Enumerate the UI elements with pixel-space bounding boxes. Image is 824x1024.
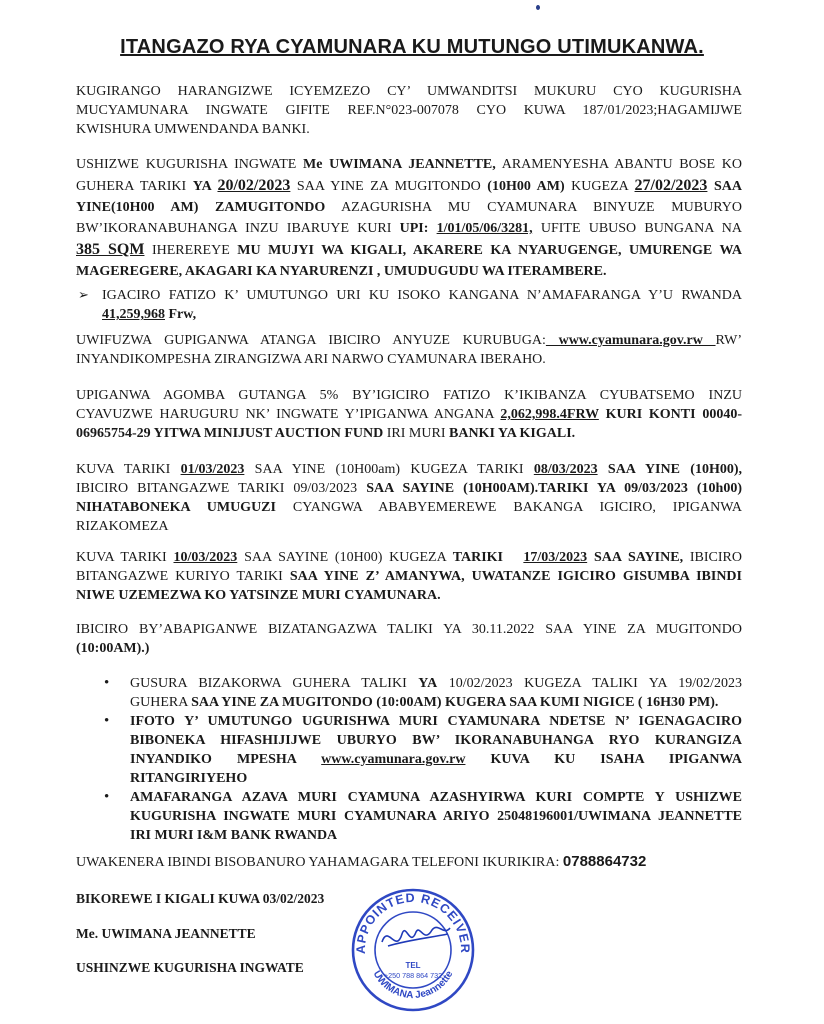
deposit-line-1: UPIGANWA AGOMBA GUTANGA 5% BY’IGICIRO FATIZO K’IKIBANZA CYUBATSEMO INZU (76, 388, 742, 403)
visit-line-2: GUHERA SAA YINE ZA MUGITONDO (10:00AM) KUGERA SAA KUMI NIGICE ( 16H30 PM). (130, 695, 719, 710)
first-round-line-1: KUVA TARIKI 01/03/2023 SAA YINE (10H00am) KUGEZA TARIKI 08/03/2023 SAA YINE (10H00), (76, 462, 742, 477)
bidding-line-1: UWIFUZWA GUPIGANWA ATANGA IBICIRO ANYUZE KURUBUGA: www.cyamunara.gov.rw RW’ (76, 333, 742, 348)
base-value-line-2: 41,259,968 Frw, (102, 307, 197, 322)
intro-line-2: MUCYAMUNARA INGWATE GIFITE REF.N°023-007078 CYO KUWA 187/01/2023;HAGAMIJWE (76, 103, 742, 118)
second-round-line-3: NIWE UZEMEZWA KO YATSINZE MURI CYAMUNARA. (76, 588, 441, 603)
bullet-icon: • (104, 789, 110, 805)
bullet-icon: • (104, 675, 110, 691)
payment-line-1: AMAFARANGA AZAVA MURI CYAMUNA AZASHYIRWA KURI COMPTE Y USHIZWE (130, 790, 742, 805)
payment-line-3: IRI MURI I&M BANK RWANDA (130, 828, 338, 843)
deposit-line-3: 06965754-29 YITWA MINIJUST AUCTION FUND IRI MURI BANKI YA KIGALI. (76, 426, 576, 441)
photos-line-3: INYANDIKO MPESHA www.cyamunara.gov.rw KUVA KU ISAHA IPIGANWA (130, 752, 742, 767)
paragraph-intro (76, 82, 742, 139)
ink-dot (536, 5, 540, 10)
first-round-line-4: RIZAKOMEZA (76, 519, 169, 534)
sale-line-5: 385 SQM IHEREREYE MU MUJYI WA KIGALI, AKARERE KA NYARUGENGE, UMURENGE WA (76, 241, 743, 258)
paragraph-first-round (76, 460, 742, 536)
bullet-payment (104, 788, 742, 845)
photos-line-2: BIBONEKA HIFASHIJIJWE UBURYO BW’ IKORANABUHANGA RYO KURANGIZA (130, 733, 742, 748)
official-stamp (348, 884, 478, 1012)
deposit-line-2: CYAVUZWE HARUGURU NK’ INGWATE Y’IPIGANWA ANGANA 2,062,998.4FRW KURI KONTI 00040- (76, 407, 742, 422)
intro-line-3: KWISHURA UMWENDANDA BANKI. (76, 122, 310, 137)
paragraph-base-value (78, 286, 742, 324)
handwritten-signature (382, 927, 450, 946)
stamp-top-text: APPOINTED RECEIVER (353, 890, 473, 955)
sale-line-2: GUHERA TARIKI YA 20/02/2023 SAA YINE ZA MUGITONDO (10H00 AM) KUGEZA 27/02/2023 SAA (76, 177, 742, 194)
payment-line-2: KUGURISHA INGWATE MURI CYAMUNARA ARIYO 25048196001/UWIMANA JEANNETTE (130, 809, 742, 824)
second-round-line-1: KUVA TARIKI 10/03/2023 SAA SAYINE (10H00) KUGEZA TARIKI 17/03/2023 SAA SAYINE, IBICIRO (76, 550, 742, 565)
sale-end-date: 27/02/2023 (634, 177, 708, 194)
sale-line-1: USHIZWE KUGURISHA INGWATE Me UWIMANA JEANNETTE, ARAMENYESHA ABANTU BOSE KO (76, 157, 743, 172)
contact-phone: 0788864732 (562, 853, 647, 870)
arrow-bullet-icon: ➢ (78, 288, 89, 303)
sale-start-date: 20/02/2023 (217, 177, 291, 194)
signature-name: Me. UWIMANA JEANNETTE (76, 926, 256, 941)
signature-role: USHINZWE KUGURISHA INGWATE (76, 960, 304, 975)
base-value-line-1: IGACIRO FATIZO K’ UMUTUNGO URI KU ISOKO KANGANA N’AMAFARANGA Y’U RWANDA (102, 288, 742, 303)
property-size: 385 SQM (76, 241, 145, 258)
intro-line-1: KUGIRANGO HARANGIZWE ICYEMZEZO CY’ UMWANDITSI MUKURU CYO KUGURISHA (76, 84, 742, 99)
auction-website-link[interactable]: www.cyamunara.gov.rw (545, 333, 716, 348)
paragraph-sale-notice (76, 154, 742, 282)
results-line-1: IBICIRO BY’ABAPIGANWE BIZATANGAZWA TALIKI YA 30.11.2022 SAA YINE ZA MUGITONDO (76, 622, 742, 637)
paragraph-bidding-site (76, 331, 742, 369)
sale-line-3: YINE(10H00 AM) ZAMUGITONDO AZAGURISHA MU CYAMUNARA BINYUZE MUBURYO (76, 200, 743, 215)
stamp-tel-label: TEL (405, 961, 421, 970)
agent-name: Me UWIMANA JEANNETTE, (303, 157, 496, 172)
document-title: ITANGAZO RYA CYAMUNARA KU MUTUNGO UTIMUKANWA. (120, 36, 704, 58)
bidding-line-2: INYANDIKOMPESHA ZIRANGIZWA ARI NARWO CYAMUNARA IBERAHO. (76, 352, 546, 367)
sale-line-6: MAGEREGERE, AKAGARI KA NYARURENZI , UMUDUGUDU WA ITERAMBERE. (76, 264, 607, 279)
contact-line (76, 853, 646, 871)
paragraph-second-round (76, 548, 742, 605)
paragraph-deposit (76, 386, 742, 443)
first-round-line-2: IBICIRO BITANGAZWE TARIKI 09/03/2023 SAA SAYINE (10H00AM).TARIKI YA 09/03/2023 (10h00) (76, 481, 743, 496)
upi-number: 1/01/05/06/3281, (436, 221, 533, 236)
bullet-icon: • (104, 713, 110, 729)
signature-place-date: BIKOREWE I KIGALI KUWA 03/02/2023 (76, 891, 325, 906)
base-value-amount: 41,259,968 (102, 307, 165, 322)
paragraph-results (76, 620, 742, 658)
stamp-bottom-text: UWIMANA Jeannette (370, 969, 456, 1002)
results-line-2: (10:00AM).) (76, 641, 150, 656)
svg-text:APPOINTED RECEIVER (354, 891, 472, 954)
bank-name: BANKI YA KIGALI. (449, 426, 576, 441)
deposit-amount: 2,062,998.4FRW (500, 407, 599, 422)
bullet-photos (104, 712, 742, 788)
contact-label: UWAKENERA IBINDI BISOBANURO YAHAMAGARA TELEFONI IKURIKIRA: (76, 855, 563, 870)
account-name: MINIJUST AUCTION FUND (203, 426, 384, 441)
first-round-line-3: NIHATABONEKA UMUGUZI CYANGWA ABABYEMEREWE BAKANGA IGICIRO, IPIGANWA (76, 500, 742, 515)
stamp-tel-number: +250 788 864 732 (383, 971, 443, 980)
photos-line-4: RITANGIRIYEHO (130, 771, 248, 786)
auction-website-link[interactable]: www.cyamunara.gov.rw (321, 752, 466, 767)
visit-line-1: GUSURA BIZAKORWA GUHERA TALIKI YA 10/02/2023 KUGEZA TALIKI YA 19/02/2023 (130, 676, 742, 691)
bullet-visit (104, 674, 742, 712)
second-round-line-2: BITANGAZWE KURIYO TARIKI SAA YINE Z’ AMANYWA, UWATANZE IGICIRO GISUMBA IBINDI (76, 569, 742, 584)
sale-line-4: BW’IKORANABUHANGA INZU IBARUYE KURI UPI: 1/01/05/06/3281, UFITE UBUSO BUNGANA NA (76, 221, 742, 236)
photos-line-1: IFOTO Y’ UMUTUNGO UGURISHWA MURI CYAMUNARA NDETSE N’ IGENAGACIRO (130, 714, 742, 729)
